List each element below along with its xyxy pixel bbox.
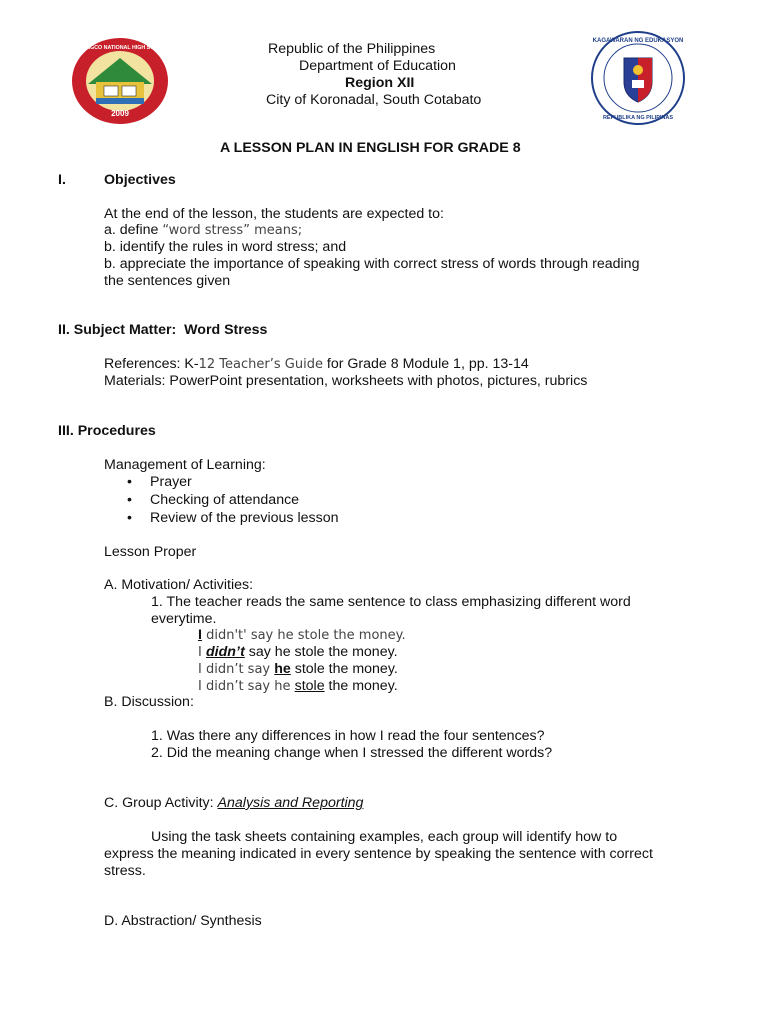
school-logo-year: 2009 [111, 109, 129, 118]
sentence-2-start: I [198, 645, 206, 660]
sentence-1-stress: I [198, 627, 202, 643]
sentence-1-rest: didn't' say he stole the money. [201, 628, 406, 643]
sentence-4-start: I didn’t say he [198, 679, 295, 694]
deped-seal-top: KAGAWARAN NG EDUKASYON [592, 38, 684, 44]
motivation-line1: 1. The teacher reads the same sentence to class emphasizing different word [151, 594, 631, 610]
header-republic: Republic of the Philippines [268, 41, 436, 57]
materials: Materials: PowerPoint presentation, worksheets with photos, pictures, rubrics [104, 373, 588, 389]
objective-a-prefix: a. define [104, 222, 163, 238]
abstraction-heading: D. Abstraction/ Synthesis [104, 913, 262, 929]
group-activity-line2: express the meaning indicated in every sentence by speaking the sentence with correct [104, 846, 653, 862]
sentence-4-rest: the money. [324, 678, 398, 694]
management-list [104, 473, 338, 527]
references-guide: 12 Teacher’s Guide [198, 357, 323, 372]
group-activity-title: Analysis and Reporting [217, 795, 364, 811]
sentence-4 [198, 678, 398, 695]
sentence-3-stress: he [274, 661, 291, 677]
management-item: • Prayer [104, 473, 338, 491]
group-activity-heading [104, 795, 363, 812]
header-department: Department of Education [299, 58, 456, 74]
objective-c-line1: b. appreciate the importance of speaking with correct stress of words through reading [104, 256, 640, 272]
objective-a [104, 222, 302, 239]
objectives-number: I. [58, 172, 66, 188]
group-activity-line1: Using the task sheets containing examples, each group will identify how to [151, 829, 618, 845]
sentence-4-stress: stole [294, 678, 325, 694]
document-title: A LESSON PLAN IN ENGLISH FOR GRADE 8 [220, 140, 521, 156]
header-city: City of Koronadal, South Cotabato [266, 92, 482, 108]
references-suffix: for Grade 8 Module 1, pp. 13-14 [322, 356, 529, 372]
motivation-heading: A. Motivation/ Activities: [104, 577, 254, 593]
management-item: • Review of the previous lesson [104, 509, 338, 527]
objective-b: b. identify the rules in word stress; and [104, 239, 347, 255]
discussion-heading: B. Discussion: [104, 694, 194, 710]
management-item: • Checking of attendance [104, 491, 338, 509]
management-label: Management of Learning: [104, 457, 266, 473]
sentence-3-start: I didn’t say [198, 662, 275, 677]
references [104, 356, 529, 373]
objective-a-term: “word stress” means; [162, 223, 303, 238]
group-activity-prefix: C. Group Activity: [104, 795, 218, 811]
lesson-proper: Lesson Proper [104, 544, 197, 560]
sentence-1 [198, 627, 406, 644]
header-region: Region XII [345, 75, 415, 91]
objective-c-line2: the sentences given [104, 273, 231, 289]
procedures-heading: III. Procedures [58, 423, 156, 439]
sentence-3 [198, 661, 398, 678]
sentence-2 [198, 644, 398, 661]
group-activity-line3: stress. [104, 863, 146, 879]
subject-matter-label: II. Subject Matter: [58, 322, 177, 338]
school-logo-name: BACONGCO NATIONAL HIGH SCHOOL [70, 45, 170, 51]
school-logo [70, 36, 170, 126]
motivation-line2: everytime. [151, 611, 217, 627]
references-prefix: References: K- [104, 356, 199, 372]
subject-matter-heading [58, 322, 267, 339]
discussion-q2: 2. Did the meaning change when I stressed the different words? [151, 745, 553, 761]
objectives-heading: Objectives [104, 172, 176, 188]
discussion-q1: 1. Was there any differences in how I read the four sentences? [151, 728, 545, 744]
deped-seal [590, 30, 686, 126]
sentence-2-rest: say he stole the money. [244, 644, 398, 660]
sentence-2-stress: didn’t [205, 644, 245, 660]
objectives-intro: At the end of the lesson, the students are expected to: [104, 206, 444, 222]
deped-seal-bottom: REPUBLIKA NG PILIPINAS [602, 115, 674, 121]
subject-matter-topic: Word Stress [184, 322, 268, 338]
sentence-3-rest: stole the money. [290, 661, 398, 677]
